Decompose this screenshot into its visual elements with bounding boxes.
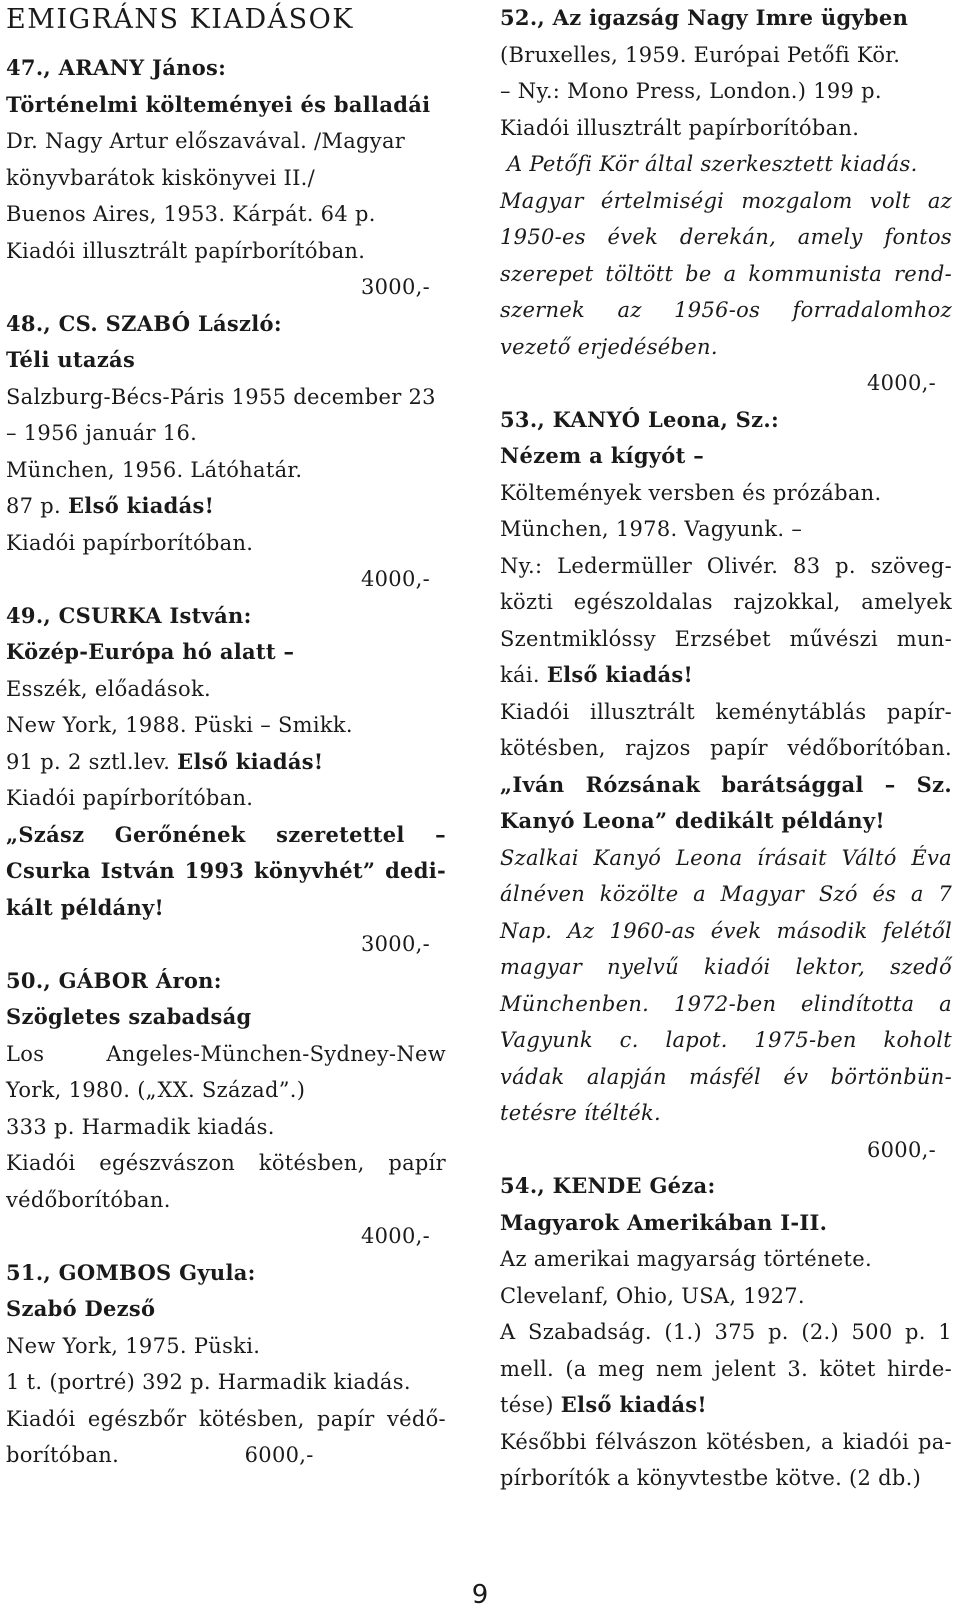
left-text-line	[6, 306, 446, 343]
right-text-line	[500, 110, 952, 147]
text-segment: Esszék, előadások.	[6, 676, 211, 701]
text-segment: Clevelanf, Ohio, USA, 1927.	[500, 1283, 805, 1308]
text-segment: 91 p. 2 sztl.lev.	[6, 749, 178, 774]
right-text-line: Szalkai Kanyó Leona írásait Váltó Éva	[500, 845, 952, 870]
text-segment: tése)	[500, 1393, 561, 1417]
left-entries	[6, 50, 446, 1474]
left-text-line	[6, 1182, 446, 1219]
left-text-line	[6, 1328, 446, 1365]
text-segment: Kanyó Leona” dedikált példány!	[500, 808, 885, 833]
text-segment: kái.	[500, 663, 547, 687]
text-segment: 50., GÁBOR Áron:	[6, 967, 222, 993]
left-text-line	[6, 415, 446, 452]
right-text-line: közti egészoldalas rajzokkal, amelyek	[500, 590, 952, 614]
left-text-line	[6, 1109, 446, 1146]
right-text-line: A Szabadság. (1.) 375 p. (2.) 500 p. 1	[500, 1320, 952, 1344]
text-segment: Kiadói illusztrált papírborítóban.	[6, 238, 366, 263]
right-text-line	[500, 475, 952, 512]
text-segment: New York, 1988. Püski – Smikk.	[6, 713, 353, 737]
left-text-line	[6, 123, 446, 160]
right-text-line	[500, 1205, 952, 1242]
right-text-line	[500, 1095, 952, 1132]
text-segment: 49., CSURKA István:	[6, 602, 252, 628]
right-text-line	[500, 1241, 952, 1278]
right-text-line: Münchenben. 1972-ben elindította a	[500, 991, 952, 1016]
right-column	[500, 0, 952, 1497]
right-text-line	[500, 37, 952, 74]
text-segment: könyvbarátok kiskönyvei II./	[6, 165, 316, 190]
right-text-line: „Iván Rózsának barátsággal – Sz.	[500, 771, 952, 797]
left-text-line	[6, 999, 446, 1036]
right-text-line	[500, 329, 952, 366]
right-text-line: Vagyunk c. lapot. 1975-ben koholt	[500, 1028, 952, 1052]
text-segment: tetésre ítélték.	[500, 1101, 662, 1125]
text-segment: München, 1978. Vagyunk. –	[500, 517, 803, 541]
right-text-line	[500, 803, 952, 840]
text-segment: 54., KENDE Géza:	[500, 1173, 716, 1198]
left-text-line	[6, 1072, 446, 1109]
right-text-line: vádak alapján másfél év börtönbün-	[500, 1064, 952, 1089]
text-segment: 47., ARANY János:	[6, 55, 227, 80]
text-segment: 333 p. Harmadik kiadás.	[6, 1114, 275, 1139]
right-text-line: Későbbi félvászon kötésben, a kiadói pa-	[500, 1429, 952, 1454]
text-segment: Kiadói papírborítóban.	[6, 786, 254, 810]
text-segment: New York, 1975. Püski.	[6, 1333, 261, 1358]
right-text-line	[500, 438, 952, 475]
text-segment: München, 1956. Látóhatár.	[6, 457, 303, 482]
text-segment: Szabó Dezső	[6, 1296, 156, 1321]
right-entries	[500, 0, 952, 1497]
right-text-line: Kiadói illusztrált keménytáblás papír-	[500, 699, 952, 724]
text-segment: Buenos Aires, 1953. Kárpát. 64 p.	[6, 202, 376, 226]
left-text-line	[6, 963, 446, 1000]
text-segment: 52., Az igazság Nagy Imre ügyben	[500, 5, 909, 30]
left-text-line	[6, 488, 446, 525]
right-text-line: Nap. Az 1960-as évek második felétől	[500, 918, 952, 943]
left-column	[6, 0, 446, 1474]
right-text-line: magyar nyelvű kiadói lektor, szedő	[500, 955, 952, 979]
text-segment: borítóban. 6000,-	[6, 1443, 314, 1467]
left-text-line	[6, 269, 446, 306]
right-text-line	[500, 511, 952, 548]
left-text-line	[6, 233, 446, 270]
text-segment: Az amerikai magyarság története.	[500, 1247, 872, 1271]
text-segment: Dr. Nagy Artur előszavával. /Magyar	[6, 129, 406, 153]
price-label: 3000,-	[360, 932, 430, 956]
right-text-line	[500, 365, 952, 402]
left-text-line	[6, 1218, 446, 1255]
price-label: 4000,-	[360, 567, 430, 591]
text-segment: Első kiadás!	[68, 493, 215, 518]
text-segment: Első kiadás!	[560, 1392, 707, 1417]
text-segment: – 1956 január 16.	[6, 421, 198, 445]
text-segment: (Bruxelles, 1959. Európai Petőfi Kör.	[500, 42, 901, 67]
left-text-line	[6, 926, 446, 963]
right-text-line: Szentmiklóssy Erzsébet művészi mun-	[500, 626, 952, 651]
text-segment: Történelmi költeményei és balladái	[6, 91, 431, 117]
left-text-line	[6, 1255, 446, 1292]
text-segment: pírborítók a könyvtestbe kötve. (2 db.)	[500, 1466, 922, 1490]
right-text-line: Magyar értelmiségi mozgalom volt az	[500, 188, 952, 213]
left-text-line	[6, 1437, 446, 1474]
text-segment: Szögletes szabadság	[6, 1004, 252, 1029]
left-text-line	[6, 160, 446, 197]
left-text-line: Kiadói egészbőr kötésben, papír védő-	[6, 1406, 446, 1431]
left-text-line	[6, 50, 446, 87]
left-text-line	[6, 342, 446, 379]
text-segment: – Ny.: Mono Press, London.) 199 p.	[500, 79, 882, 103]
text-segment: 53., KANYÓ Leona, Sz.:	[500, 406, 780, 432]
text-segment: Kiadói illusztrált papírborítóban.	[500, 115, 860, 140]
text-segment: 48., CS. SZABÓ László:	[6, 310, 282, 336]
text-segment: 51., GOMBOS Gyula:	[6, 1259, 256, 1285]
right-text-line: 1950-es évek derekán, amely fontos	[500, 225, 952, 249]
text-segment: 87 p.	[6, 494, 68, 518]
right-text-line	[500, 1132, 952, 1169]
left-text-line: Kiadói egészvászon kötésben, papír	[6, 1151, 446, 1175]
right-text-line: szerepet töltött be a kommunista rend-	[500, 261, 952, 286]
left-text-line	[6, 890, 446, 927]
left-text-line	[6, 744, 446, 781]
text-segment: Közép-Európa hó alatt –	[6, 639, 295, 664]
text-segment: 1 t. (portré) 392 p. Harmadik kiadás.	[6, 1370, 411, 1394]
left-text-line	[6, 196, 446, 233]
left-text-line: Los Angeles-München-Sydney-New	[6, 1041, 446, 1066]
left-text-line	[6, 1291, 446, 1328]
left-text-line	[6, 598, 446, 635]
right-text-line	[500, 657, 952, 694]
text-segment: Téli utazás	[6, 347, 136, 372]
right-text-line	[500, 1168, 952, 1205]
right-text-line	[500, 0, 952, 37]
text-segment: vezető erjedésében.	[500, 334, 718, 359]
right-text-line	[500, 73, 952, 110]
text-segment: védőborítóban.	[6, 1187, 171, 1212]
text-segment: Magyarok Amerikában I-II.	[500, 1209, 828, 1235]
left-text-line	[6, 671, 446, 708]
page-heading: EMIGRÁNS KIADÁSOK	[6, 4, 354, 35]
right-text-line: kötésben, rajzos papír védőborítóban.	[500, 736, 952, 760]
right-text-line: Ny.: Ledermüller Olivér. 83 p. szöveg-	[500, 553, 952, 578]
text-segment: Első kiadás!	[177, 748, 324, 774]
text-segment: Költemények versben és prózában.	[500, 480, 882, 505]
text-segment: Salzburg-Bécs-Páris 1955 december 23	[6, 384, 436, 409]
left-text-line	[6, 87, 446, 124]
text-segment: York, 1980. („XX. Század”.)	[6, 1078, 306, 1102]
left-text-line	[6, 634, 446, 671]
right-text-line	[500, 1460, 952, 1497]
left-text-line	[6, 780, 446, 817]
left-text-line	[6, 379, 446, 416]
left-text-line: Csurka István 1993 könyvhét” dedi-	[6, 858, 446, 883]
price-label: 4000,-	[866, 371, 936, 395]
left-text-line	[6, 707, 446, 744]
left-text-line	[6, 561, 446, 598]
text-segment: Nézem a kígyót –	[500, 443, 705, 468]
text-segment: Kiadói papírborítóban.	[6, 530, 254, 555]
price-label: 4000,-	[360, 1224, 430, 1248]
left-text-line	[6, 452, 446, 489]
text-segment: kált példány!	[6, 894, 165, 920]
right-text-line	[500, 1278, 952, 1315]
left-text-line: „Szász Gerőnének szeretettel –	[6, 821, 446, 847]
text-segment: Első kiadás!	[546, 662, 694, 687]
left-text-line	[6, 1364, 446, 1401]
price-label: 3000,-	[360, 275, 430, 299]
left-text-line	[6, 525, 446, 562]
right-text-line	[500, 402, 952, 439]
right-text-line: szernek az 1956-os forradalomhoz	[500, 298, 952, 322]
text-segment: A Petőfi Kör által szerkesztett kiadás.	[500, 152, 918, 176]
right-text-line: álnéven közölte a Magyar Szó és a 7	[500, 882, 952, 906]
price-label: 6000,-	[866, 1137, 936, 1162]
right-text-line	[500, 146, 952, 183]
right-text-line	[500, 1387, 952, 1424]
right-text-line: mell. (a meg nem jelent 3. kötet hirde-	[500, 1356, 952, 1381]
page-number: 9	[471, 1580, 489, 1610]
